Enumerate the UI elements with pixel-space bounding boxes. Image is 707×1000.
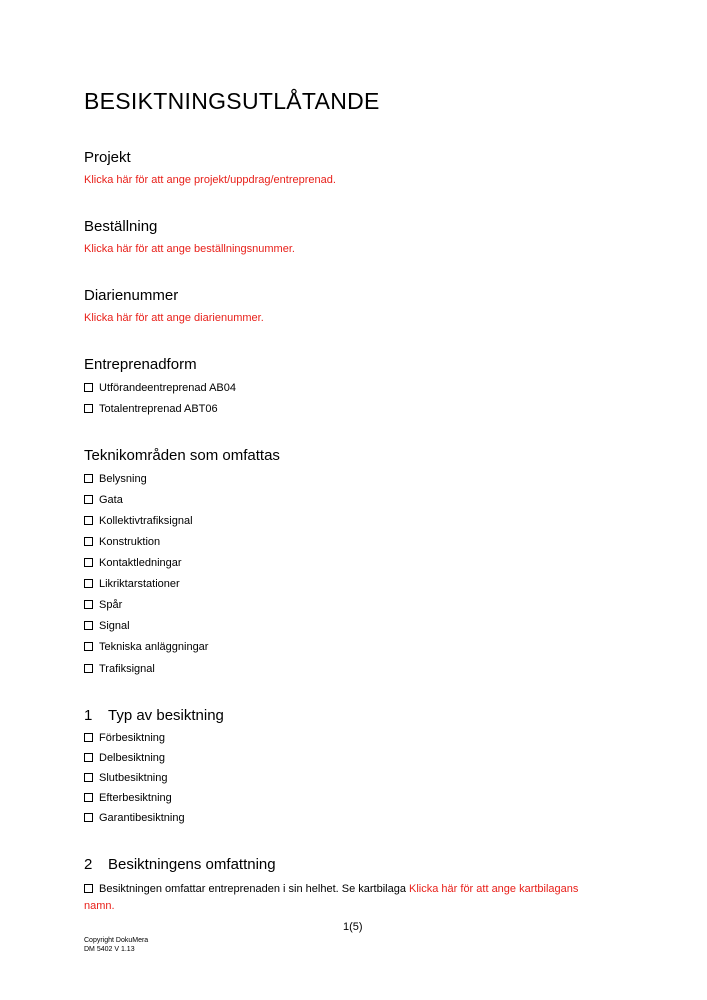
bestallning-heading: Beställning — [84, 218, 158, 235]
checkbox-efterbesiktning[interactable] — [84, 791, 172, 805]
checkbox-box[interactable] — [84, 404, 93, 413]
checkbox-label: Förbesiktning — [99, 732, 166, 744]
checkbox-box[interactable] — [84, 600, 93, 609]
checkbox-slutbesiktning[interactable] — [84, 771, 168, 785]
omfattning-text: Besiktningen omfattar entreprenaden i sin helhet. Se kartbilaga — [99, 883, 406, 895]
checkbox-likriktarstationer[interactable] — [84, 577, 180, 591]
checkbox-box[interactable] — [84, 793, 93, 802]
page-number: 1(5) — [343, 921, 363, 933]
checkbox-label: Totalentreprenad ABT06 — [99, 403, 218, 415]
checkbox-konstruktion[interactable] — [84, 535, 160, 549]
teknikomraden-heading: Teknikområden som omfattas — [84, 447, 280, 464]
checkbox-label: Delbesiktning — [99, 752, 166, 764]
checkbox-label: Kollektivtrafiksignal — [99, 515, 193, 527]
checkbox-kontaktledningar[interactable] — [84, 556, 182, 570]
omfattning-heading — [84, 856, 276, 873]
checkbox-box[interactable] — [84, 474, 93, 483]
checkbox-spar[interactable] — [84, 598, 122, 612]
checkbox-box[interactable] — [84, 642, 93, 651]
checkbox-label: Likriktarstationer — [99, 578, 180, 590]
checkbox-box[interactable] — [84, 621, 93, 630]
section-number: 1 — [84, 707, 93, 724]
typ-heading — [84, 707, 224, 724]
checkbox-box[interactable] — [84, 579, 93, 588]
checkbox-label: Utförandeentreprenad AB04 — [99, 382, 236, 394]
checkbox-forbesiktning[interactable] — [84, 731, 165, 745]
checkbox-delbesiktning[interactable] — [84, 751, 165, 765]
checkbox-label: Konstruktion — [99, 536, 161, 548]
checkbox-label: Gata — [99, 494, 123, 506]
checkbox-label: Spår — [99, 599, 123, 611]
checkbox-garantibesiktning[interactable] — [84, 811, 185, 825]
checkbox-tekniska-anlaggningar[interactable] — [84, 640, 208, 654]
checkbox-gata[interactable] — [84, 493, 123, 507]
version-text: DM 5402 V 1.13 — [84, 946, 135, 953]
checkbox-box[interactable] — [84, 733, 93, 742]
section-title: Typ av besiktning — [108, 707, 224, 724]
checkbox-signal[interactable] — [84, 619, 130, 633]
projekt-field[interactable]: Klicka här för att ange projekt/uppdrag/entreprenad. — [84, 174, 336, 186]
checkbox-kollektivtrafiksignal[interactable] — [84, 514, 193, 528]
checkbox-box[interactable] — [84, 753, 93, 762]
checkbox-box[interactable] — [84, 495, 93, 504]
checkbox-belysning[interactable] — [84, 472, 147, 486]
diarienummer-field[interactable]: Klicka här för att ange diarienummer. — [84, 312, 264, 324]
projekt-heading: Projekt — [84, 149, 131, 166]
kartbilaga-field[interactable]: Klicka här för att ange kartbilagans namn. — [84, 883, 579, 912]
checkbox-box[interactable] — [84, 383, 93, 392]
checkbox-trafiksignal[interactable] — [84, 662, 155, 676]
checkbox-omfattning[interactable] — [84, 884, 93, 893]
checkbox-box[interactable] — [84, 773, 93, 782]
checkbox-label: Trafiksignal — [99, 663, 155, 675]
checkbox-box[interactable] — [84, 558, 93, 567]
checkbox-utforandeentreprenad[interactable] — [84, 381, 236, 395]
bestallning-field[interactable]: Klicka här för att ange beställningsnummer. — [84, 243, 295, 255]
checkbox-box[interactable] — [84, 537, 93, 546]
entreprenadform-heading: Entreprenadform — [84, 356, 197, 373]
checkbox-label: Kontaktledningar — [99, 557, 182, 569]
section-number: 2 — [84, 856, 93, 873]
checkbox-label: Slutbesiktning — [99, 772, 168, 784]
checkbox-box[interactable] — [84, 664, 93, 673]
checkbox-box[interactable] — [84, 813, 93, 822]
checkbox-label: Belysning — [99, 473, 147, 485]
copyright-text: Copyright DokuMera — [84, 937, 149, 944]
checkbox-label: Garantibesiktning — [99, 812, 185, 824]
diarienummer-heading: Diarienummer — [84, 287, 179, 304]
document-title: BESIKTNINGSUTLÅTANDE — [84, 88, 380, 114]
checkbox-box[interactable] — [84, 516, 93, 525]
checkbox-label: Tekniska anläggningar — [99, 641, 209, 653]
checkbox-label: Signal — [99, 620, 130, 632]
checkbox-label: Efterbesiktning — [99, 792, 172, 804]
section-title: Besiktningens omfattning — [108, 856, 276, 873]
checkbox-totalentreprenad[interactable] — [84, 402, 218, 416]
omfattning-paragraph — [84, 881, 584, 915]
